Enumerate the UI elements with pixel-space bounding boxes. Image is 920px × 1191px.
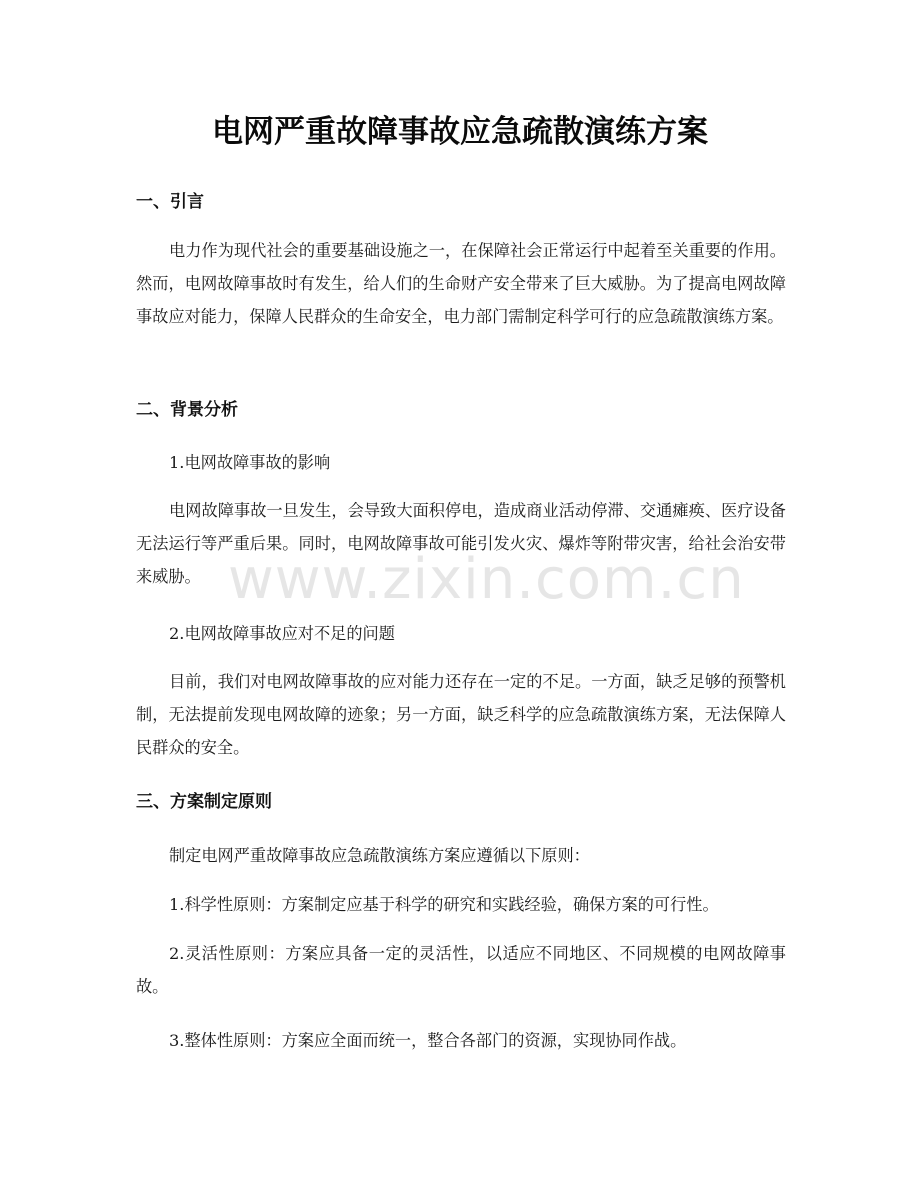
section-heading-intro: 一、引言: [136, 192, 204, 212]
section-heading-background: 二、背景分析: [136, 400, 238, 420]
principle-item-scientific: 1.科学性原则：方案制定应基于科学的研究和实践经验，确保方案的可行性。: [169, 895, 719, 914]
principle-item-integrity: 3.整体性原则：方案应全面而统一，整合各部门的资源，实现协同作战。: [169, 1031, 687, 1050]
intro-paragraph: 电力作为现代社会的重要基础设施之一，在保障社会正常运行中起着至关重要的作用。然而，电网故障事故时有发生，给人们的生命财产安全带来了巨大威胁。为了提高电网故障事故应对能力，保障人民群众的生命安全，电力部门需制定科学可行的应急疏散演练方案。: [136, 241, 786, 326]
subsection-title-impact: 1.电网故障事故的影响: [169, 453, 331, 472]
impact-paragraph: 电网故障事故一旦发生，会导致大面积停电，造成商业活动停滞、交通瘫痪、医疗设备无法运行等严重后果。同时，电网故障事故可能引发火灾、爆炸等附带灾害，给社会治安带来威胁。: [136, 501, 786, 586]
watermark: www.zixin.com.cn: [228, 547, 745, 612]
page-title: 电网严重故障事故应急疏散演练方案: [212, 114, 708, 150]
principles-intro: 制定电网严重故障事故应急疏散演练方案应遵循以下原则：: [169, 846, 590, 865]
shortcomings-paragraph: 目前，我们对电网故障事故的应对能力还存在一定的不足。一方面，缺乏足够的预警机制，无法提前发现电网故障的迹象；另一方面，缺乏科学的应急疏散演练方案，无法保障人民群众的安全。: [136, 672, 786, 757]
principle-item-flexibility: 2.灵活性原则：方案应具备一定的灵活性，以适应不同地区、不同规模的电网故障事故。: [136, 944, 786, 996]
subsection-title-shortcomings: 2.电网故障事故应对不足的问题: [169, 624, 395, 643]
section-heading-principles: 三、方案制定原则: [136, 792, 272, 812]
